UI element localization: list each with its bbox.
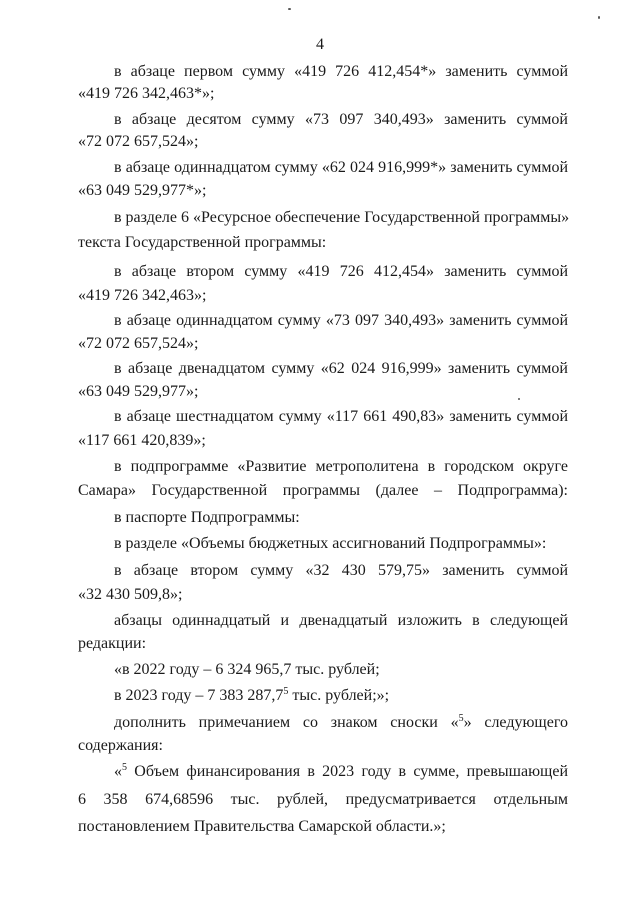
text-line: в абзаце одиннадцатом сумму «73 097 340,493» заменить суммой <box>114 312 568 329</box>
text-line <box>114 762 568 782</box>
text-line: в паспорте Подпрограммы: <box>114 509 300 526</box>
text-line: в абзаце втором сумму «419 726 412,454» заменить суммой <box>114 263 568 280</box>
text-run: » следующего <box>463 714 569 731</box>
text-line: Самара» Государственной программы (далее – Подпрограмма): <box>78 482 568 499</box>
text-line: в разделе «Объемы бюджетных ассигнований Подпрограммы»: <box>114 535 547 552</box>
text-line: в абзаце первом сумму «419 726 412,454*» заменить суммой <box>114 63 568 80</box>
page-number: 4 <box>316 36 324 53</box>
text-line: в подпрограмме «Развитие метрополитена в городском округе <box>114 458 568 475</box>
text-line: «63 049 529,977*»; <box>78 182 207 199</box>
footnote-mark: 5 <box>458 713 464 724</box>
footnote-mark: 5 <box>283 686 289 697</box>
scan-speck <box>518 398 520 400</box>
scan-speck <box>598 16 600 19</box>
text-line: текста Государственной программы: <box>78 234 327 251</box>
text-line: абзацы одиннадцатый и двенадцатый изложить в следующей <box>114 612 568 629</box>
text-line: «419 726 342,463*»; <box>78 85 215 102</box>
text-line: содержания: <box>78 737 163 754</box>
text-line: «419 726 342,463»; <box>78 287 207 304</box>
text-line: в абзаце одиннадцатом сумму «62 024 916,999*» заменить суммой <box>114 159 568 176</box>
text-line: «32 430 509,8»; <box>78 586 183 603</box>
text-line: постановлением Правительства Самарской области.»; <box>78 818 446 835</box>
text-run: тыс. рублей;»; <box>288 687 390 704</box>
text-line: в абзаце двенадцатом сумму «62 024 916,999» заменить суммой <box>114 360 568 377</box>
footnote-mark: 5 <box>122 762 127 773</box>
text-line: в абзаце втором сумму «32 430 579,75» заменить суммой <box>114 562 568 579</box>
text-run: Объем финансирования в 2023 году в сумме, превышающей <box>127 763 568 780</box>
text-run: в 2023 году – 7 383 287,7 <box>114 687 284 704</box>
text-line: «117 661 420,839»; <box>78 432 206 449</box>
text-run: дополнить примечанием со знаком сноски « <box>114 714 459 731</box>
text-line: в разделе 6 «Ресурсное обеспечение Государственной программы» <box>114 209 570 226</box>
text-line: «72 072 657,524»; <box>78 335 199 352</box>
text-line: редакции: <box>78 635 147 652</box>
text-line: в абзаце десятом сумму «73 097 340,493» заменить суммой <box>114 111 568 128</box>
text-line: «63 049 529,977»; <box>78 383 199 400</box>
text-line <box>114 686 568 706</box>
text-line: «72 072 657,524»; <box>78 133 199 150</box>
text-run: « <box>114 763 122 780</box>
text-line <box>114 713 568 733</box>
text-line: в абзаце шестнадцатом сумму «117 661 490,83» заменить суммой <box>114 408 568 425</box>
text-line: 6 358 674,68596 тыс. рублей, предусматривается отдельным <box>78 791 568 808</box>
scan-speck <box>288 8 291 10</box>
text-line: «в 2022 году – 6 324 965,7 тыс. рублей; <box>114 661 380 678</box>
